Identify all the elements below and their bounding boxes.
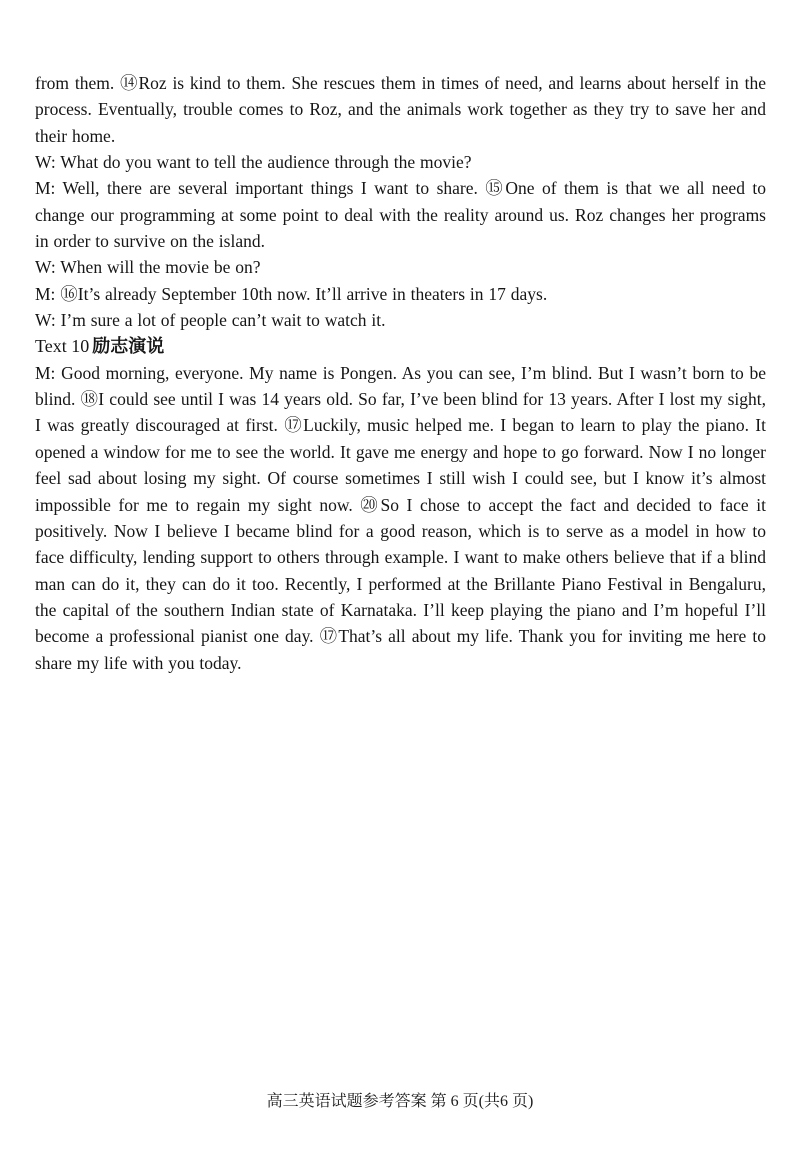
page-footer: 高三英语试题参考答案 第 6 页(共6 页) xyxy=(266,1093,534,1110)
transcript-monologue-m: M: Good morning, everyone. My name is Pongen. As you can see, I’m blind. But I wasn’t born to be blind. ⑱I could see until I was 14 years old. So far, I’ve been blind for 13 years. After I lost my sight, I was greatly discouraged at first. ⑰Luckily, music helped me. I began to learn to play the piano. It opened a window for me to see the world. It gave me energy and hope to go forward. Now I no longer feel sad about losing my sight. Of course sometimes I still wish I could see, but I know it’s almost impossible for me to regain my sight now. ⑳So I chose to accept the fact and decided to face it positively. Now I believe I became blind for a good reason, which is to serve as a model in how to face difficulty, lending support to others through example. I want to make others believe that if a blind man can do it, they can do it too. Recently, I performed at the Brillante Piano Festival in Bengaluru, the capital of the southern Indian state of Karnataka. I’ll keep playing the piano and I’m hopeful I’ll become a professional pianist one day. ⑰That’s all about my life. Thank you for inviting me here to share my life with you today. xyxy=(35,362,766,673)
transcript-paragraph-continuation: from them. ⑭Roz is kind to them. She rescues them in times of need, and learns about herself in the process. Eventually, trouble comes to Roz, and the animals work together as they try to save her and their home. xyxy=(35,73,766,146)
text10-section-heading xyxy=(35,333,766,359)
transcript-line-w: W: What do you want to tell the audience through the movie? xyxy=(35,152,472,173)
transcript-line-m: M: ⑯It’s already September 10th now. It’ll arrive in theaters in 17 days. xyxy=(35,283,548,304)
transcript-line-w: W: When will the movie be on? xyxy=(35,257,261,278)
text10-heading-title-zh: 励志演说 xyxy=(92,336,165,357)
transcript-line-m: M: Well, there are several important things I want to share. ⑮One of them is that we all need to change our programming at some point to deal with the reality around us. Roz changes her programs in order to survive on the island. xyxy=(35,178,766,252)
text10-heading-prefix: Text 10 xyxy=(35,336,90,357)
transcript-content xyxy=(35,70,766,676)
transcript-line-w: W: I’m sure a lot of people can’t wait to watch it. xyxy=(35,310,386,331)
